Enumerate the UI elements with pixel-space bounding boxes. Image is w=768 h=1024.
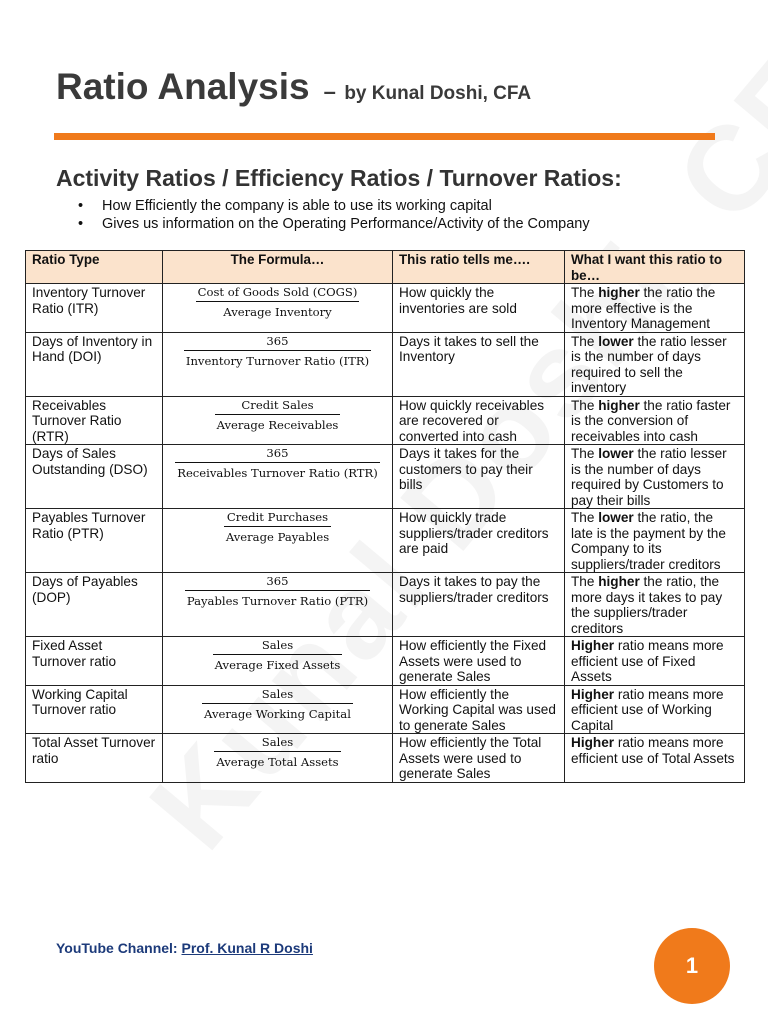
formula-denominator: Inventory Turnover Ratio (ITR) xyxy=(185,353,370,368)
orange-divider xyxy=(54,133,715,140)
formula-fraction xyxy=(184,334,371,368)
want-emphasis: lower xyxy=(598,333,634,349)
want-cell xyxy=(565,509,745,573)
table-header-row xyxy=(26,251,745,284)
want-emphasis: Higher xyxy=(571,638,615,653)
tells-cell: How efficiently the Total Assets were used to generate Sales xyxy=(393,734,565,783)
formula-cell xyxy=(163,685,393,734)
formula-numerator: 365 xyxy=(175,446,380,463)
want-text: The xyxy=(571,446,599,461)
want-text: ratio means more efficient use of Working Capital xyxy=(571,686,724,733)
want-cell xyxy=(565,734,745,783)
formula-numerator: Sales xyxy=(202,687,353,704)
header-tells: This ratio tells me…. xyxy=(393,251,565,284)
formula-denominator: Average Fixed Assets xyxy=(214,658,341,672)
formula-denominator: Average Payables xyxy=(225,530,330,544)
ratio-type-cell: Inventory Turnover Ratio (ITR) xyxy=(26,284,163,333)
want-cell xyxy=(565,685,745,734)
formula-numerator: Cost of Goods Sold (COGS) xyxy=(196,285,360,302)
want-cell xyxy=(565,396,745,445)
ratio-type-cell: Days of Sales Outstanding (DSO) xyxy=(26,445,163,509)
ratio-type-cell: Fixed Asset Turnover ratio xyxy=(26,637,163,686)
ratio-type-cell: Days of Inventory in Hand (DOI) xyxy=(26,332,163,396)
footer-youtube xyxy=(56,940,313,956)
want-text: the ratio, the late is the payment by the Company to its suppliers/trader creditors xyxy=(571,510,726,572)
want-text: the ratio the more effective is the Inventory Management xyxy=(571,285,716,331)
want-text: The xyxy=(571,510,599,525)
want-text: the ratio lesser is the number of days required to sell the inventory xyxy=(571,333,727,395)
formula-fraction xyxy=(202,687,353,721)
tells-cell: How efficiently the Working Capital was used to generate Sales xyxy=(393,685,565,734)
formula-numerator: Credit Purchases xyxy=(224,510,331,527)
formula-cell xyxy=(163,445,393,509)
tells-cell: Days it takes for the customers to pay their bills xyxy=(393,445,565,509)
header-ratio-type: Ratio Type xyxy=(26,251,163,284)
want-emphasis: Higher xyxy=(571,686,615,702)
formula-fraction xyxy=(185,574,370,608)
title-main: Ratio Analysis xyxy=(56,66,310,107)
ratios-table xyxy=(25,250,745,783)
table-row xyxy=(26,332,745,396)
formula-denominator: Average Inventory xyxy=(223,305,332,319)
want-emphasis: higher xyxy=(598,574,640,589)
youtube-channel-link[interactable]: Prof. Kunal R Doshi xyxy=(181,940,313,956)
formula-numerator: 365 xyxy=(184,334,371,351)
formula-numerator: 365 xyxy=(185,574,370,591)
formula-numerator: Credit Sales xyxy=(215,398,341,415)
header-formula: The Formula… xyxy=(163,251,393,284)
title-byline: by Kunal Doshi, CFA xyxy=(344,83,532,104)
tells-cell: How quickly receivables are recovered or converted into cash xyxy=(393,396,565,445)
section-title: Activity Ratios / Efficiency Ratios / Turnover Ratios: xyxy=(56,165,622,191)
tells-cell: How efficiently the Fixed Assets were used to generate Sales xyxy=(393,637,565,686)
footer-label: YouTube Channel: xyxy=(56,940,182,956)
formula-cell xyxy=(163,509,393,573)
formula-fraction xyxy=(215,398,341,432)
want-text: The xyxy=(571,285,599,300)
table-row xyxy=(26,396,745,445)
formula-fraction xyxy=(224,510,331,544)
want-emphasis: higher xyxy=(598,285,640,300)
table-row xyxy=(26,284,745,333)
formula-denominator: Average Receivables xyxy=(216,417,339,432)
formula-denominator: Receivables Turnover Ratio (RTR) xyxy=(177,466,378,480)
tells-cell: How quickly the inventories are sold xyxy=(393,284,565,333)
want-text: the ratio, the more days it takes to pay the suppliers/trader creditors xyxy=(571,574,723,636)
table-row xyxy=(26,734,745,783)
bullet-item: • Gives us information on the Operating Performance/Activity of the Company xyxy=(78,215,590,233)
want-text: ratio means more efficient use of Total Assets xyxy=(571,735,735,766)
table-row xyxy=(26,509,745,573)
bullet-item: • How Efficiently the company is able to use its working capital xyxy=(78,197,590,215)
formula-fraction xyxy=(213,638,343,672)
table-row xyxy=(26,637,745,686)
tells-cell: How quickly trade suppliers/trader creditors are paid xyxy=(393,509,565,573)
want-cell xyxy=(565,445,745,509)
want-cell xyxy=(565,284,745,333)
want-text: The xyxy=(571,397,599,413)
want-text: the ratio faster is the conversion of receivables into cash xyxy=(571,397,731,444)
formula-denominator: Average Total Assets xyxy=(216,755,339,769)
table-row xyxy=(26,445,745,509)
want-text: The xyxy=(571,574,599,589)
want-cell xyxy=(565,332,745,396)
ratio-type-cell: Total Asset Turnover ratio xyxy=(26,734,163,783)
formula-denominator: Average Working Capital xyxy=(204,706,351,721)
intro-bullets xyxy=(78,197,590,233)
formula-numerator: Sales xyxy=(214,735,340,752)
tells-cell: Days it takes to sell the Inventory xyxy=(393,332,565,396)
ratio-type-cell: Working Capital Turnover ratio xyxy=(26,685,163,734)
want-text: The xyxy=(571,333,599,349)
page-title xyxy=(56,66,531,108)
tells-cell: Days it takes to pay the suppliers/trader creditors xyxy=(393,573,565,637)
formula-fraction xyxy=(175,446,380,480)
want-emphasis: higher xyxy=(598,397,640,413)
ratio-type-cell: Payables Turnover Ratio (PTR) xyxy=(26,509,163,573)
formula-cell xyxy=(163,332,393,396)
formula-fraction xyxy=(196,285,360,319)
page-number-badge: 1 xyxy=(654,928,730,1004)
formula-cell xyxy=(163,573,393,637)
table-row xyxy=(26,685,745,734)
formula-cell xyxy=(163,396,393,445)
table-row xyxy=(26,573,745,637)
want-emphasis: lower xyxy=(598,446,634,461)
want-text: the ratio lesser is the number of days required by Customers to pay their bills xyxy=(571,446,727,508)
formula-denominator: Payables Turnover Ratio (PTR) xyxy=(186,594,369,608)
want-text: ratio means more efficient use of Fixed Assets xyxy=(571,638,724,684)
ratio-type-cell: Days of Payables (DOP) xyxy=(26,573,163,637)
header-want: What I want this ratio to be… xyxy=(565,251,745,284)
formula-cell xyxy=(163,284,393,333)
formula-numerator: Sales xyxy=(213,638,343,655)
want-cell xyxy=(565,573,745,637)
title-separator: – xyxy=(323,79,336,104)
formula-cell xyxy=(163,637,393,686)
want-emphasis: Higher xyxy=(571,735,615,750)
want-cell xyxy=(565,637,745,686)
want-emphasis: lower xyxy=(598,510,634,525)
formula-cell xyxy=(163,734,393,783)
ratio-type-cell: Receivables Turnover Ratio (RTR) xyxy=(26,396,163,445)
formula-fraction xyxy=(214,735,340,769)
